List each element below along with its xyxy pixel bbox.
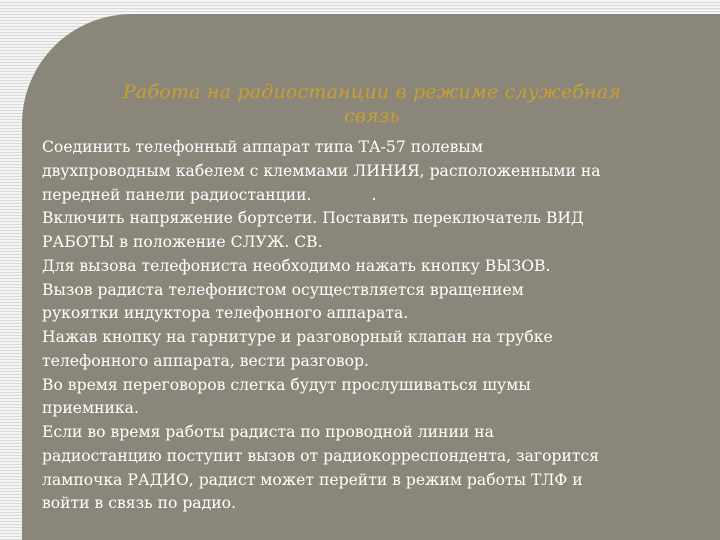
text-line: телефонного аппарата, вести разговор. bbox=[42, 351, 369, 370]
text-line: Соединить телефонный аппарат типа ТА-57 полевым bbox=[42, 138, 483, 156]
text-line: Включить напряжение бортсети. Поставить переключатель ВИД bbox=[42, 209, 584, 228]
paragraph-power-on bbox=[42, 207, 702, 255]
paragraph-call-operator bbox=[42, 255, 702, 279]
text-line: войти в связь по радио. bbox=[42, 494, 236, 513]
slide-title bbox=[52, 80, 692, 128]
text-line: лампочка РАДИО, радист может перейти в режим работы ТЛФ и bbox=[42, 470, 583, 489]
paragraph-connect-phone bbox=[42, 136, 702, 207]
text-line: Во время переговоров слегка будут прослушиваться шумы bbox=[42, 375, 531, 394]
paragraph-conversation bbox=[42, 326, 702, 374]
text-line: приемника. bbox=[42, 399, 139, 418]
slide-title-line: связь bbox=[344, 105, 400, 127]
paragraph-radio-call bbox=[42, 421, 702, 516]
text-line: передней панели радиостанции. bbox=[42, 185, 312, 204]
text-line: рукоятки индуктора телефонного аппарата. bbox=[42, 304, 409, 323]
slide-body bbox=[42, 136, 702, 516]
slide-panel bbox=[22, 14, 720, 540]
text-line: двухпроводным кабелем с клеммами ЛИНИЯ, расположенными на bbox=[42, 161, 601, 180]
paragraph-receiver-noise bbox=[42, 374, 702, 422]
text-line: Если во время работы радиста по проводной линии на bbox=[42, 423, 494, 441]
text-line: Для вызова телефониста необходимо нажать кнопку ВЫЗОВ. bbox=[42, 256, 551, 275]
slide-title-line: Работа на радиостанции в режиме служебная bbox=[122, 81, 622, 103]
text-line: РАБОТЫ в положение СЛУЖ. СВ. bbox=[42, 233, 323, 251]
stray-period: . bbox=[371, 185, 377, 204]
text-line: Нажав кнопку на гарнитуре и разговорный клапан на трубке bbox=[42, 328, 553, 346]
text-line: Вызов радиста телефонистом осуществляется вращением bbox=[42, 280, 524, 299]
paragraph-call-radio-operator bbox=[42, 279, 702, 327]
text-line: радиостанцию поступит вызов от радиокорреспондента, загорится bbox=[42, 446, 600, 465]
